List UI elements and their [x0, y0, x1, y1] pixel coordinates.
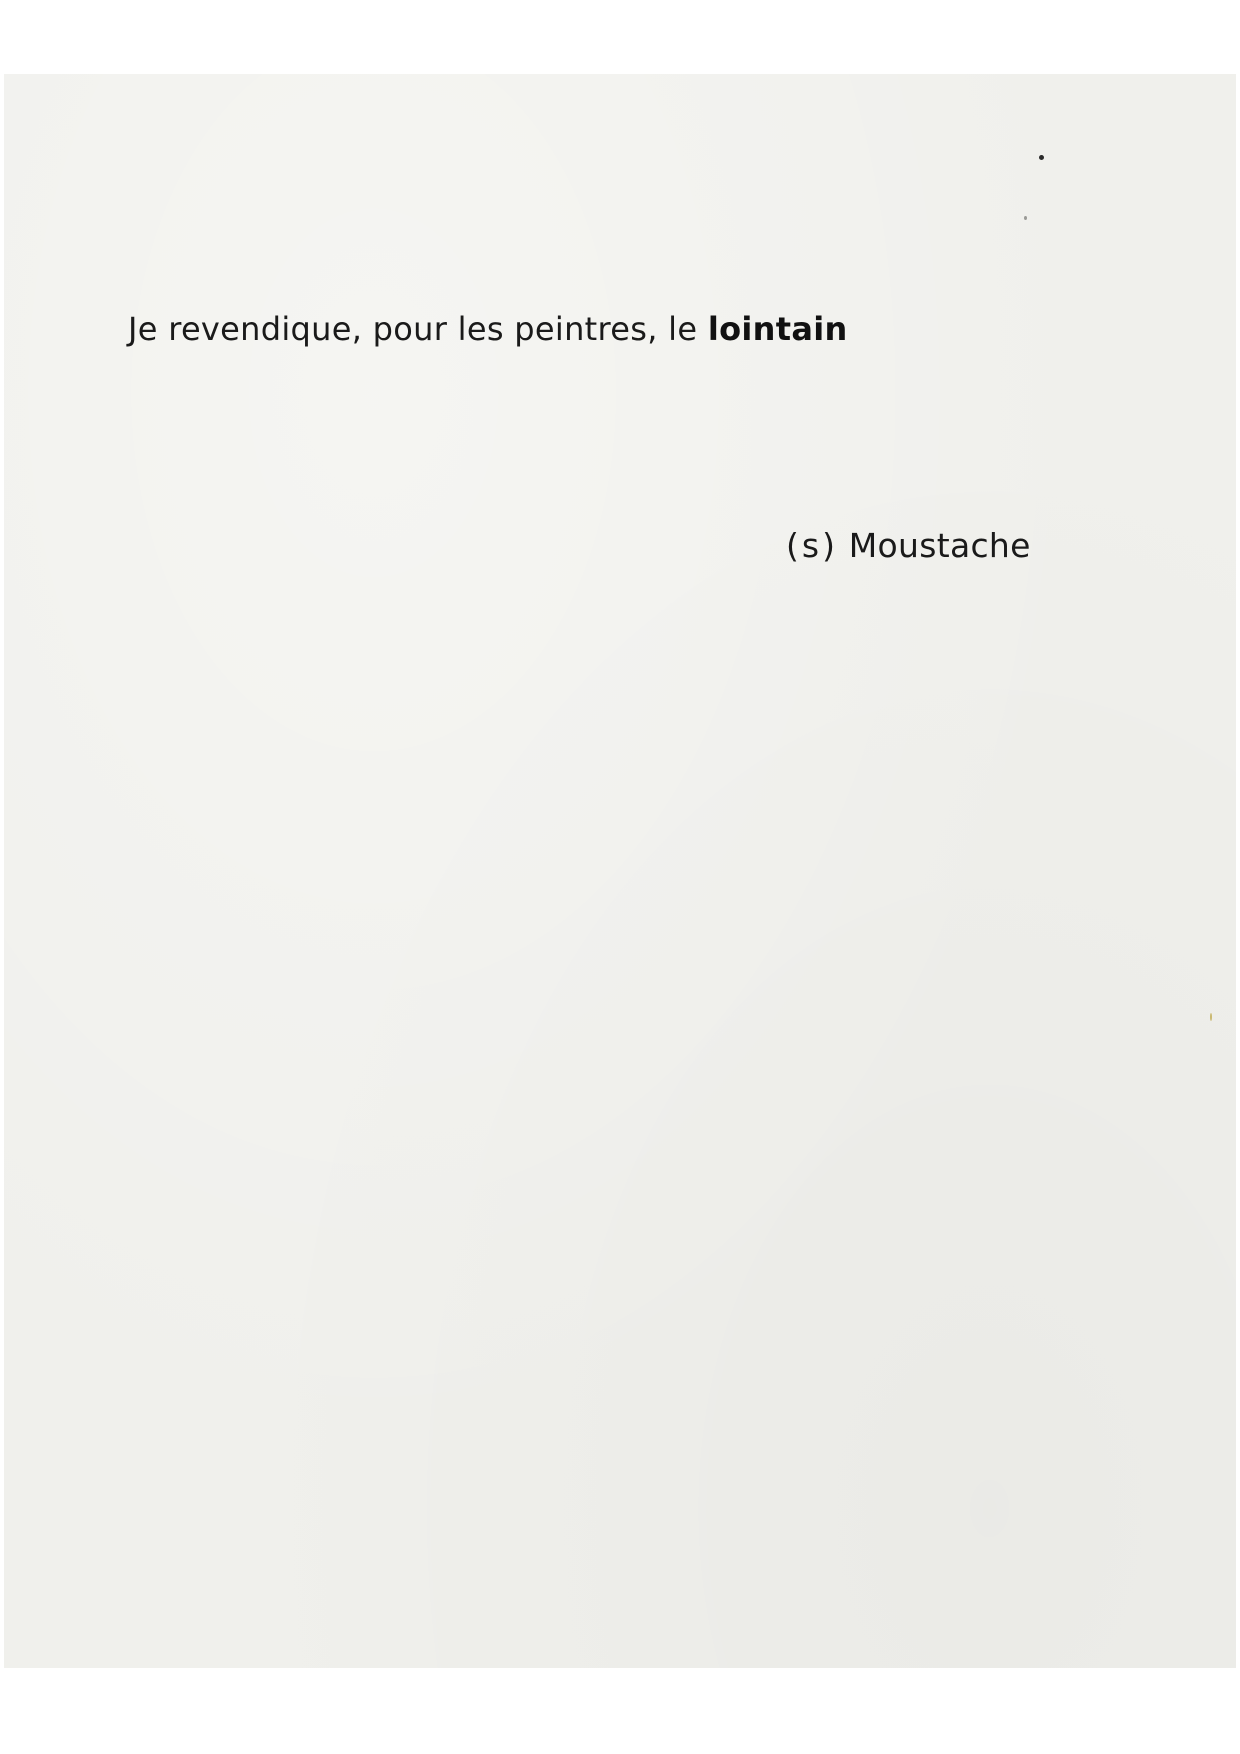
ink-speck: [1039, 155, 1044, 160]
ink-speck: [1024, 216, 1027, 220]
signature-name: Moustache: [848, 526, 1031, 565]
signature-prefix: (s): [786, 526, 838, 565]
ink-speck: [1210, 1013, 1212, 1021]
poem-line-regular: Je revendique, pour les peintres, le: [128, 310, 708, 348]
signature: [786, 526, 1031, 565]
poem-line-emphasis: lointain: [707, 310, 848, 348]
poem-line: [128, 310, 848, 348]
